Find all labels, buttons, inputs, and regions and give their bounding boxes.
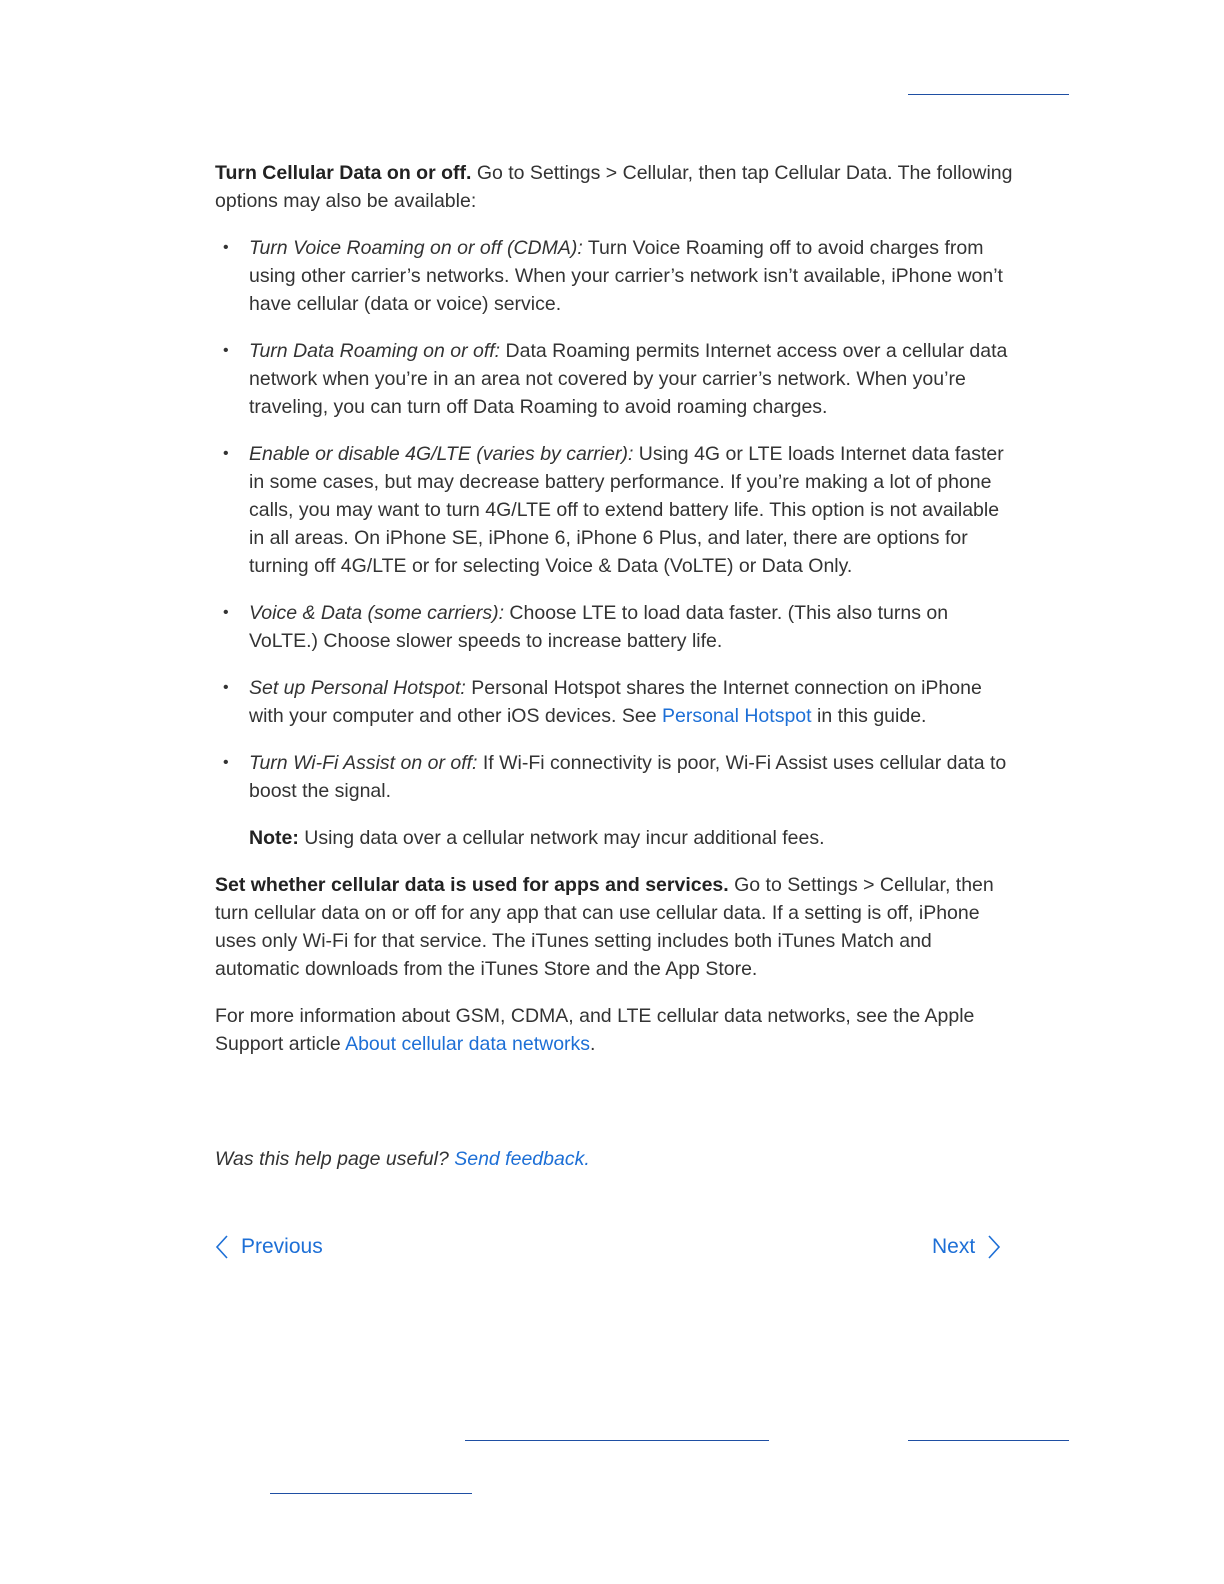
option-text: Using 4G or LTE loads Internet data faster in some cases, but may decrease battery performance. If you’re making a lot of phone calls, you may want to turn 4G/LTE off to extend battery life. This option is not available in all areas. On iPhone SE, iPhone 6, iPhone 6 Plus, and later, there are options for turning off 4G/LTE or for selecting Voice & Data (VoLTE) or Data Only. [249,443,1004,577]
more-info-paragraph [215,1002,1015,1058]
option-text: Data Roaming permits Internet access over a cellular data network when you’re in an area not covered by your carrier’s network. When you’re traveling, you can turn off Data Roaming to avoid roaming charges. [249,340,1008,418]
cellular-data-paragraph [215,159,1015,215]
chevron-right-icon [987,1234,1001,1260]
option-text: If Wi-Fi connectivity is poor, Wi-Fi Assist uses cellular data to boost the signal. [249,752,1007,802]
apps-services-text: Go to Settings > Cellular, then turn cellular data on or off for any app that can use cellular data. If a setting is off, iPhone uses only Wi-Fi for that service. The iTunes setting includes both iTunes Match and automatic downloads from the iTunes Store and the App Store. [215,874,994,980]
cellular-data-text: Go to Settings > Cellular, then tap Cellular Data. The following options may also be available: [215,162,1013,212]
option-title: Voice & Data (some carriers): [249,602,505,624]
previous-label: Previous [241,1235,323,1258]
footer-rule [908,1440,1069,1441]
bullet-icon: • [223,754,229,771]
apps-services-lead: Set whether cellular data is used for apps and services. [215,874,729,896]
send-feedback-link[interactable]: Send feedback. [454,1148,590,1170]
next-button[interactable] [932,1232,1001,1262]
option-text: Choose LTE to load data faster. (This also turns on VoLTE.) Choose slower speeds to increase battery life. [249,602,949,652]
chevron-left-icon [215,1234,229,1260]
options-list [215,234,1015,805]
list-item [215,749,1015,805]
option-title: Enable or disable 4G/LTE (varies by carrier): [249,443,634,465]
apps-services-paragraph [215,871,1015,983]
option-text: Personal Hotspot shares the Internet connection on iPhone with your computer and other iOS devices. See [249,677,982,727]
note-text: Using data over a cellular network may incur additional fees. [298,827,825,849]
bullet-icon: • [223,239,229,256]
list-item [215,440,1015,580]
footer-rule [465,1440,769,1441]
list-item [215,234,1015,318]
note-label: Note: [249,827,299,849]
more-info-text: For more information about GSM, CDMA, and LTE cellular data networks, see the Apple Support article [215,1005,975,1055]
previous-button[interactable] [215,1232,323,1262]
footer-rule [270,1493,472,1494]
list-item [215,337,1015,421]
note-paragraph [215,824,1015,852]
bullet-icon: • [223,604,229,621]
header-rule [908,94,1069,95]
more-info-text-after: . [590,1033,596,1055]
feedback-line [215,1145,590,1173]
list-item [215,674,1015,730]
bullet-icon: • [223,445,229,462]
personal-hotspot-link[interactable]: Personal Hotspot [661,705,812,727]
option-title: Turn Wi-Fi Assist on or off: [249,752,478,774]
next-label: Next [932,1235,976,1258]
option-text: Turn Voice Roaming off to avoid charges from using other carrier’s networks. When your carrier’s network isn’t available, iPhone won’t have cellular (data or voice) service. [249,237,1003,315]
cellular-data-lead: Turn Cellular Data on or off. [215,162,472,184]
bullet-icon: • [223,679,229,696]
article-body [215,159,1015,1077]
list-item [215,599,1015,655]
option-title: Turn Voice Roaming on or off (CDMA): [249,237,583,259]
option-title: Turn Data Roaming on or off: [249,340,501,362]
option-title: Set up Personal Hotspot: [249,677,466,699]
feedback-question: Was this help page useful? [215,1148,449,1170]
bullet-icon: • [223,342,229,359]
cellular-networks-link[interactable]: About cellular data networks [345,1033,591,1055]
option-text-after: in this guide. [811,705,927,727]
